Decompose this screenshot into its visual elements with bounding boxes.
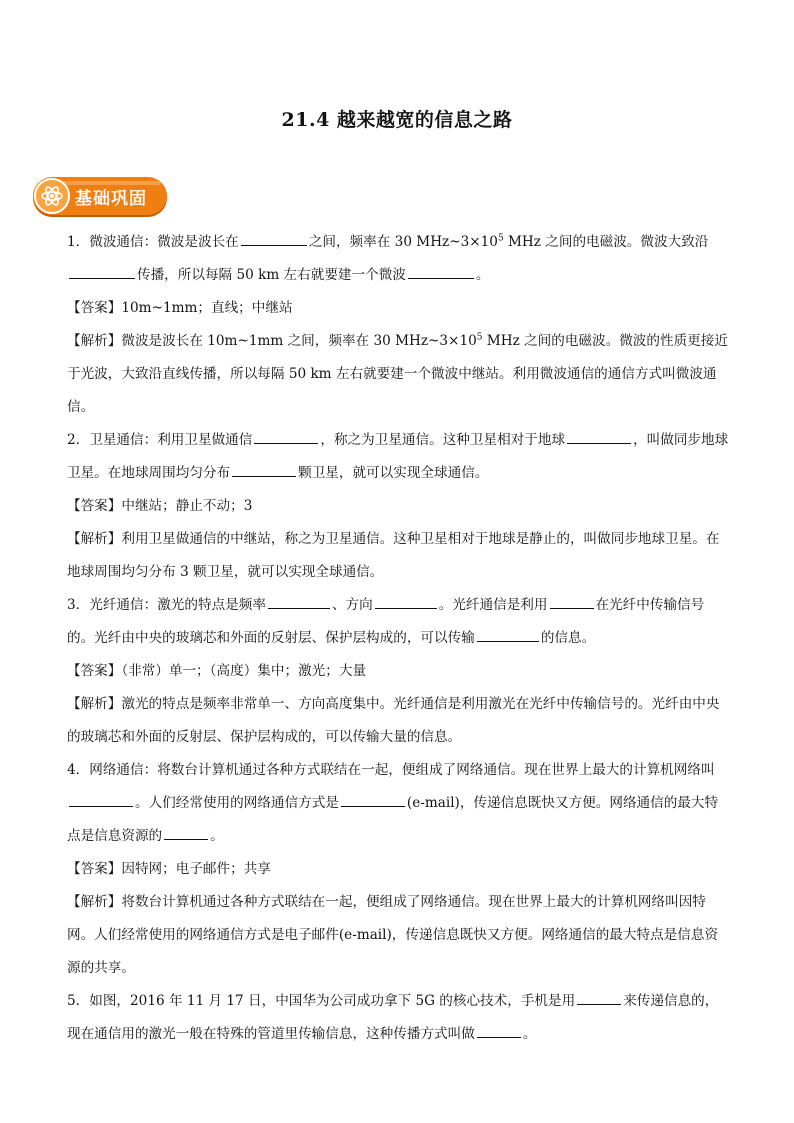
explanation-text: 激光的特点是频率非常单一、方向高度集中。光纤通信是利用激光在光纤中传输信号的。光纤由中央的玻璃芯和外面的反射层、保护层构成的，可以传输大量的信息。 bbox=[67, 696, 720, 745]
atom-icon bbox=[34, 178, 70, 214]
answer-blank bbox=[550, 594, 594, 609]
section-label: 基础巩固 bbox=[75, 189, 147, 209]
explanation-3 bbox=[67, 688, 731, 754]
q3-text: 在光纤中传输信号的。光纤由中央的玻璃芯和外面的反射层、保护层构成的，可以传输 bbox=[67, 597, 705, 646]
explanation-text: 利用卫星做通信的中继站，称之为卫星通信。这种卫星相对于地球是静止的，叫做同步地球卫星。在地球周围均匀分布 3 颗卫星，就可以实现全球通信。 bbox=[67, 531, 720, 580]
explanation-tag: 【解析】 bbox=[67, 894, 122, 910]
answer-text: （非常）单一；（高度）集中；激光；大量 bbox=[121, 663, 367, 679]
question-3 bbox=[67, 589, 731, 655]
question-2 bbox=[67, 424, 731, 490]
explanation-tag: 【解析】 bbox=[67, 696, 122, 712]
q2-text: 2．卫星通信：利用卫星做通信 bbox=[67, 432, 253, 448]
q5-text: 来传递信息的，现在通信用的激光一般在特殊的管道里传输信息，这种传播方式叫做 bbox=[67, 993, 719, 1042]
section-badge bbox=[33, 177, 167, 217]
q5-text: 5．如图，2016 年 11 月 17 日，中国华为公司成功拿下 5G 的核心技术，手机是用 bbox=[67, 993, 576, 1009]
explanation-text: 将数台计算机通过各种方式联结在一起，便组成了网络通信。现在世界上最大的计算机网络叫因特网。人们经常使用的网络通信方式是电子邮件(e-mail)，传递信息既快又方便。网络通信的最大特点是信息资源的共享。 bbox=[67, 894, 719, 976]
q2-text: 颗卫星，就可以实现全球通信。 bbox=[298, 465, 489, 481]
answer-blank bbox=[69, 792, 133, 807]
answer-blank bbox=[577, 990, 621, 1005]
answer-tag: 【答案】 bbox=[67, 663, 122, 679]
answer-blank bbox=[477, 627, 539, 642]
q1-text: 传播，所以每隔 50 km 左右就要建一个微波 bbox=[137, 267, 406, 283]
q3-text: 3．光纤通信：激光的特点是频率 bbox=[67, 597, 266, 613]
q4-text: (e-mail)，传递信息既快又方便。网络通信的最大特点是信息资源的 bbox=[67, 795, 719, 844]
q3-text: 。光纤通信是利用 bbox=[438, 597, 548, 613]
answer-blank bbox=[164, 825, 208, 840]
explanation-text: 微波是波长在 10m~1mm 之间，频率在 30 MHz~3×10 bbox=[121, 333, 477, 349]
answer-blank bbox=[341, 792, 405, 807]
q3-text: 、方向 bbox=[331, 597, 373, 613]
q4-text: 4．网络通信：将数台计算机通过各种方式联结在一起，便组成了网络通信。现在世界上最大的计算机网络叫 bbox=[67, 762, 715, 778]
answer-3 bbox=[67, 655, 731, 688]
q3-text: 的信息。 bbox=[540, 630, 596, 646]
answer-blank bbox=[268, 594, 330, 609]
answer-blank bbox=[375, 594, 437, 609]
explanation-1 bbox=[67, 325, 731, 424]
answer-text: 中继站；静止不动；3 bbox=[121, 498, 253, 514]
answer-blank bbox=[567, 429, 631, 444]
q1-superscript: 5 bbox=[497, 233, 504, 244]
explanation-4 bbox=[67, 886, 731, 985]
q1-text: 。 bbox=[475, 267, 490, 283]
answer-blank bbox=[69, 264, 135, 279]
q2-text: ，称之为卫星通信。这种卫星相对于地球 bbox=[320, 432, 566, 448]
answer-blank bbox=[232, 462, 296, 477]
explanation-superscript: 5 bbox=[476, 332, 483, 343]
answer-1 bbox=[67, 292, 731, 325]
q1-text: 1．微波通信：微波是波长在 bbox=[67, 234, 239, 250]
answer-blank bbox=[254, 429, 318, 444]
question-4 bbox=[67, 754, 731, 853]
q5-text: 。 bbox=[522, 1026, 537, 1042]
page-title: 21.4 越来越宽的信息之路 bbox=[281, 109, 513, 131]
q1-text: MHz 之间的电磁波。微波大致沿 bbox=[503, 234, 709, 250]
explanation-text: MHz 之间的电磁波。微波的性质更接近于光波，大致沿直线传播，所以每隔 50 km 左右就要建一个微波中继站。利用微波通信的通信方式叫微波通信。 bbox=[67, 333, 728, 415]
answer-blank bbox=[241, 231, 307, 246]
answer-tag: 【答案】 bbox=[67, 861, 122, 877]
explanation-2 bbox=[67, 523, 731, 589]
question-list bbox=[67, 226, 731, 1051]
explanation-tag: 【解析】 bbox=[67, 531, 122, 547]
q4-text: 。 bbox=[210, 828, 224, 844]
answer-text: 因特网；电子邮件；共享 bbox=[121, 861, 271, 877]
answer-text: 10m~1mm；直线；中继站 bbox=[121, 300, 293, 316]
q1-text: 之间，频率在 30 MHz~3×10 bbox=[308, 234, 498, 250]
answer-tag: 【答案】 bbox=[67, 498, 122, 514]
q2-text: ，叫做同步地球卫星。在地球周围均匀分布 bbox=[67, 432, 729, 481]
answer-tag: 【答案】 bbox=[67, 300, 122, 316]
explanation-tag: 【解析】 bbox=[67, 333, 122, 349]
q4-text: 。人们经常使用的网络通信方式是 bbox=[135, 795, 339, 811]
answer-blank bbox=[477, 1023, 521, 1038]
answer-4 bbox=[67, 853, 731, 886]
answer-blank bbox=[408, 264, 474, 279]
question-1 bbox=[67, 226, 731, 292]
question-5 bbox=[67, 985, 731, 1051]
answer-2 bbox=[67, 490, 731, 523]
